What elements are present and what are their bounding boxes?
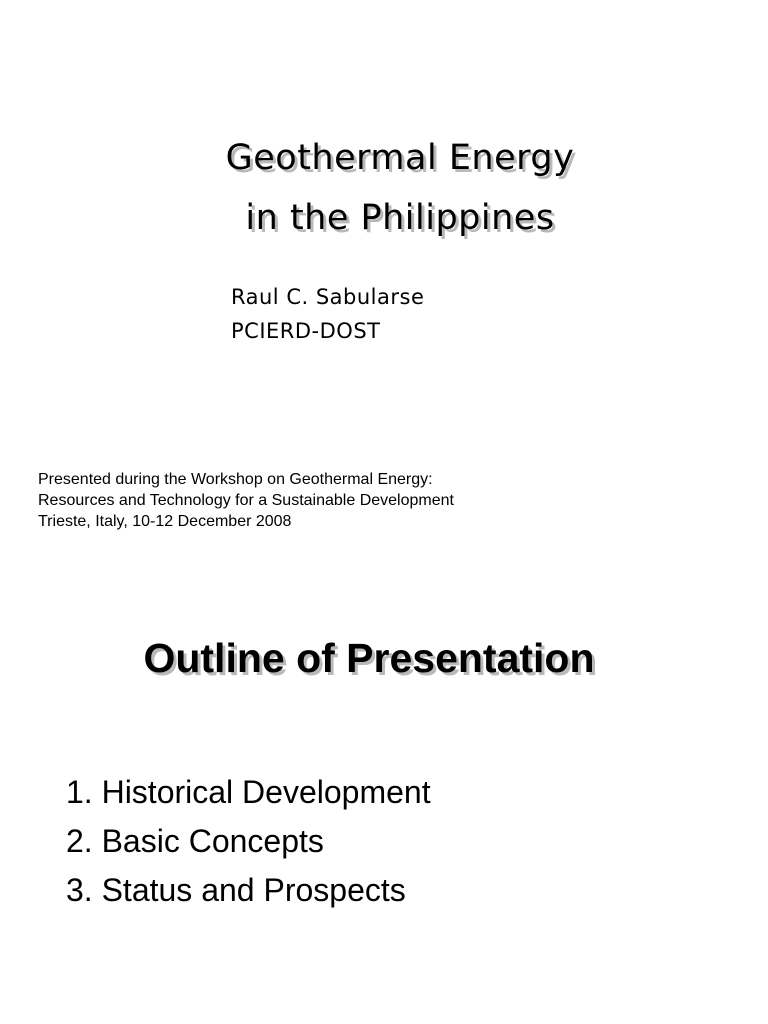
outline-item: 1. Historical Development [66,774,431,810]
title-line-2: in the Philippines [245,198,555,238]
title-line-1: Geothermal Energy [225,138,575,178]
outline-item: 2. Basic Concepts [66,823,324,859]
presentation-info-line: Presented during the Workshop on Geothermal Energy: [38,471,433,488]
outline-title: Outline of Presentation [143,635,595,681]
presentation-info-line: Resources and Technology for a Sustainable Development [38,492,454,509]
presentation-info-line: Trieste, Italy, 10-12 December 2008 [38,513,292,530]
author-affiliation: PCIERD-DOST [231,319,381,343]
author-block [231,280,424,348]
outline-item: 3. Status and Prospects [66,872,406,908]
author-name: Raul C. Sabularse [231,285,425,309]
presentation-info [38,469,454,532]
outline-list [66,768,431,915]
